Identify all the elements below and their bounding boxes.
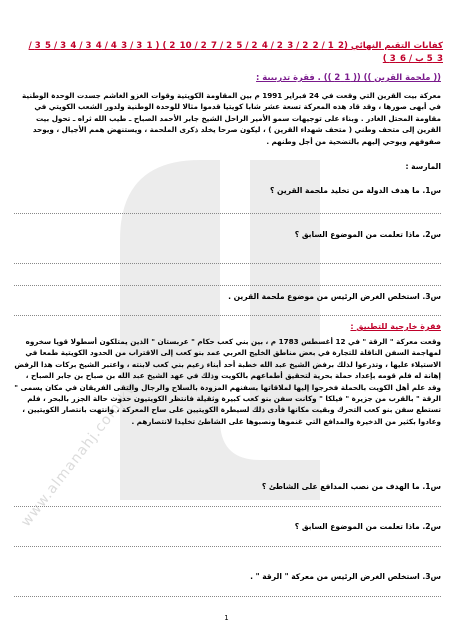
- passage-text: معركة بيت القرين التي وقعت في 24 فبراير 1991 م بين المقاومة الكويتية وقوات الغزو الغاشم جسدت الوحدة الوطنية في أبهى صورها ، وقد قاد هذه المعركة تسعة عشر شابا كويتيا قدموا مثالا للوحدة الوطنية ولدور الشعب الكويتي في مقاومة المحتل الغادر . وبناء على توجيهات سمو الأمير الراحل الشيخ جابر الأحمد الصباح ـ طيب الله ثراه ـ تحول بيت القرين إلى متحف وطني ( متحف شهداء القرين ) ، ليكون صرحا يخلد ذكرى الملحمة ، ويستنهض همم الأجيال ، ويوحد صفوفهم ويوحي إليهم بالتضحية من أجل وطنهم .: [22, 91, 441, 146]
- question-1b: س1. ما الهدف من نصب المدافع على الشاطئ ؟: [261, 482, 441, 491]
- question-2b: س2. ماذا تعلمت من الموضوع السابق ؟: [294, 522, 441, 531]
- answer-line[interactable]: [14, 315, 441, 316]
- answer-line[interactable]: [14, 596, 441, 597]
- answer-line[interactable]: [14, 285, 441, 286]
- answer-line[interactable]: [14, 263, 441, 264]
- passage-text-2: وقعت معركة " الرقة " في 12 أغسطس 1783 م ، بين بني كعب حكام " عربستان " الذين يمتلكون أسطولا قويا سخروه لمهاجمة السفن الناقلة للتجارة في بعض مناطق الخليج العربي عمد بنو كعب إلى الاقتراب من الحدود الكويتية طمعا في الاستيلاء عليها ، وتذرعوا لذلك برفض الشيخ عبد الله خطبة أحد أبناء زعيم بني كعب لابنته ، واعتبر الشيخ بركات هذا الرفض إهانة له فلم قومه بإعداد حملة بحرية لتحقيق أطماعهم بالكويت وذلك في عهد الشيخ عبد الله بن صباح بن جابر الصباح ، وقد علم أهل الكويت بالحملة فخرجوا إليها لملاقاتها بسفنهم المزودة بالسلاح والرجال والتقى الفريقان في مكان يسمى " الرقة " بالقرب من جزيرة " فيلكا " وكانت سفن بنو كعب كبيرة وثقيلة فانتظر الكويتيون حدوث حالة الجزر بالبحر ، فلم تستطع سفن بنو كعب التحرك وبقيت مكانها فأدى ذلك لسيطرة الكويتيين على ساح المعركة ، وانتهت بانتصار الكويتيين ، وعادوا بكثير من الذخيرة والمدافع التي غنموها ونصبوها على الشاطئ تخليدا لانتصارهم .: [14, 337, 441, 426]
- section-heading: فقرة خارجية للتطبيق :: [350, 322, 441, 331]
- answer-line[interactable]: [14, 506, 441, 507]
- answer-line[interactable]: [14, 546, 441, 547]
- answer-line[interactable]: [14, 213, 441, 214]
- question-1: س1. ما هدف الدولة من تخليد ملحمة القرين ؟: [269, 186, 441, 195]
- watermark-url: www.almanahj.com/kw: [18, 378, 142, 530]
- question-3b: س3. استخلص الغرض الرئيس من معركة " الرقة " .: [250, 572, 441, 581]
- page-number: 1: [224, 614, 229, 622]
- question-3: س3. استخلص الغرض الرئيس من موضوع ملحمة القرين .: [228, 292, 441, 301]
- question-2: س2. ماذا تعلمت من الموضوع السابق ؟: [294, 230, 441, 239]
- practice-label: المارسة :: [405, 162, 441, 171]
- passage-subtitle: (( ملحمة القرين )) (( 1_2 )) . فقرة تدريبية :: [256, 72, 441, 82]
- watermark-logo-icon: [60, 120, 380, 520]
- page-title: كفايات التقيم النهائي (2_1 / 2_2 / 3_2 / 4_2 / 5_2 / 7_2 / 10_2 ) ( 1_3 / 3_4 / 4_3 / 4_3 / 5_3 / 3_5 ب / 6_3 ): [28, 41, 443, 64]
